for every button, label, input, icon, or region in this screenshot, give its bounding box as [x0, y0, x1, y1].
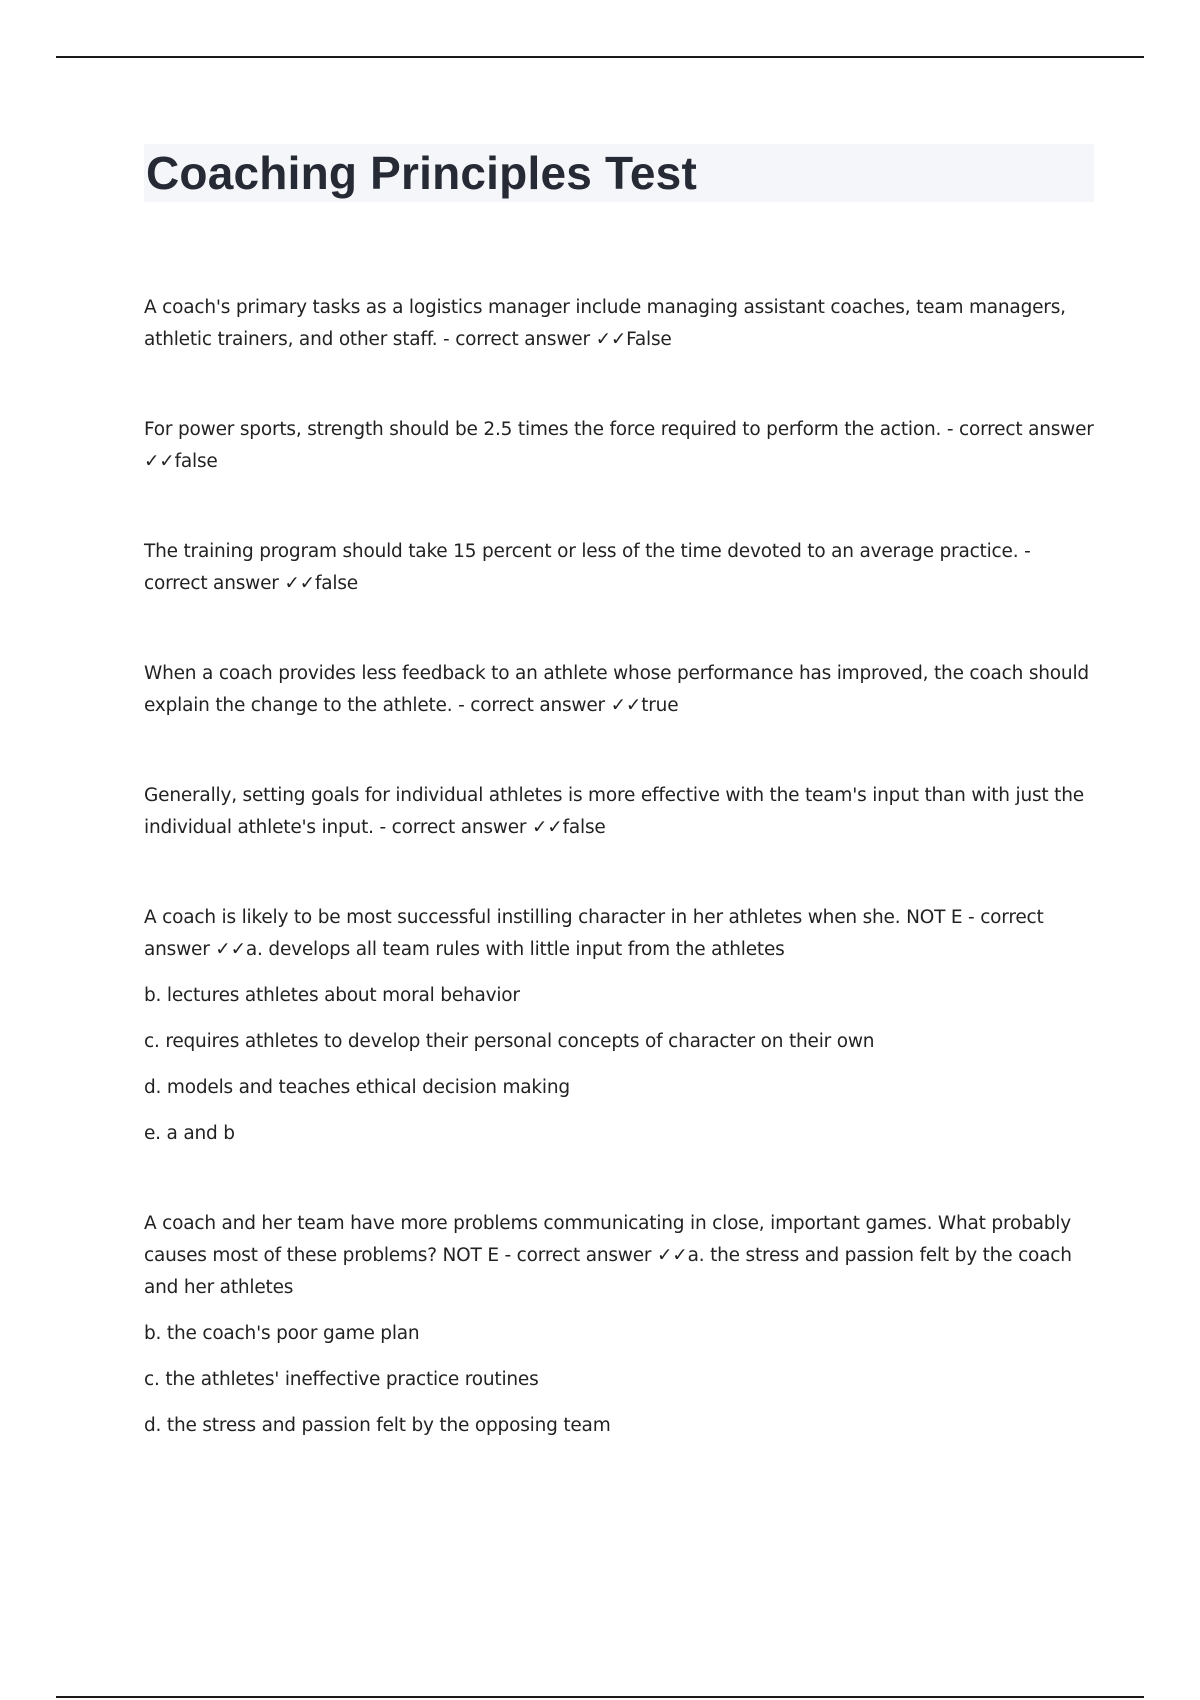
question-text: Generally, setting goals for individual athletes is more effective with the team's input than with just the individual athlete's input. - correct answer ✓✓false	[144, 785, 1084, 838]
question-6	[144, 902, 1094, 1150]
answer-option-b: b. lectures athletes about moral behavior	[144, 985, 520, 1006]
question-5	[144, 780, 1094, 844]
footer-rule	[56, 1696, 1144, 1698]
answer-option-d: d. models and teaches ethical decision making	[144, 1077, 570, 1098]
document-body	[144, 144, 1094, 1500]
answer-option-d: d. the stress and passion felt by the opposing team	[144, 1415, 611, 1436]
question-text: A coach and her team have more problems communicating in close, important games. What probably causes most of these problems? NOT E - correct answer ✓✓a. the stress and passion felt by the coach and her athletes	[144, 1213, 1072, 1298]
answer-option-b: b. the coach's poor game plan	[144, 1323, 420, 1344]
question-4	[144, 658, 1094, 722]
answer-option-e: e. a and b	[144, 1123, 235, 1144]
question-text: The training program should take 15 percent or less of the time devoted to an average practice. - correct answer ✓✓false	[144, 541, 1031, 594]
question-text: When a coach provides less feedback to an athlete whose performance has improved, the coach should explain the change to the athlete. - correct answer ✓✓true	[144, 663, 1089, 716]
question-text: A coach's primary tasks as a logistics manager include managing assistant coaches, team managers, athletic trainers, and other staff. - correct answer ✓✓False	[144, 297, 1066, 350]
question-text: A coach is likely to be most successful instilling character in her athletes when she. NOT E - correct answer ✓✓a. develops all team rules with little input from the athletes	[144, 907, 1044, 960]
answer-option-c: c. the athletes' ineffective practice routines	[144, 1369, 539, 1390]
question-2	[144, 414, 1094, 478]
question-text: For power sports, strength should be 2.5 times the force required to perform the action. - correct answer ✓✓false	[144, 419, 1094, 472]
header-rule	[56, 56, 1144, 58]
document-title: Coaching Principles Test	[146, 147, 697, 199]
title-band	[144, 144, 1094, 202]
question-3	[144, 536, 1094, 600]
question-1	[144, 292, 1094, 356]
question-7	[144, 1208, 1094, 1442]
answer-option-c: c. requires athletes to develop their personal concepts of character on their own	[144, 1031, 875, 1052]
